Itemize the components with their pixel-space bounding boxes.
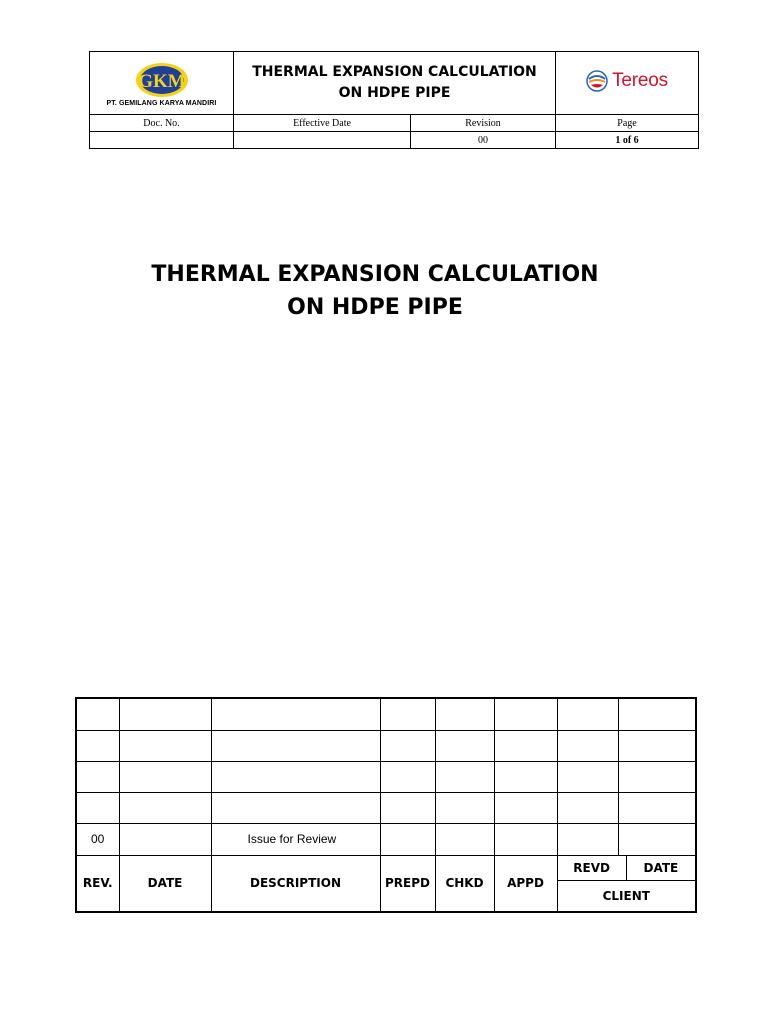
doc-no-label: Doc. No. — [90, 115, 234, 132]
revd-cell — [557, 761, 618, 792]
prepd-header: PREPD — [380, 855, 435, 912]
header-title-line2: ON HDPE PIPE — [338, 85, 451, 101]
table-row — [76, 793, 696, 824]
client-logo-cell — [556, 52, 699, 115]
date-cell — [119, 730, 211, 761]
prepd-cell — [380, 793, 435, 824]
header-title-cell — [234, 52, 556, 115]
chkd-cell — [435, 761, 494, 792]
document-header — [89, 51, 699, 149]
description-cell — [211, 730, 380, 761]
appd-cell — [494, 698, 557, 730]
company-logo-cell — [90, 52, 234, 115]
rev-cell — [76, 793, 119, 824]
client-header-group — [557, 855, 696, 912]
company-name: PT. GEMILANG KARYA MANDIRI — [106, 99, 217, 107]
document-title-line2: ON HDPE PIPE — [287, 295, 463, 320]
date-cell — [119, 793, 211, 824]
rev-cell — [76, 730, 119, 761]
tereos-logo-text: Tereos — [612, 69, 668, 91]
description-cell — [211, 698, 380, 730]
client-date-header: DATE — [626, 856, 695, 881]
description-header: DESCRIPTION — [211, 855, 380, 912]
effective-date-value — [234, 132, 411, 149]
revd-cell — [557, 793, 618, 824]
table-row — [76, 698, 696, 730]
revd-cell — [557, 824, 618, 855]
revd-cell — [557, 730, 618, 761]
appd-header: APPD — [494, 855, 557, 912]
revision-label: Revision — [411, 115, 556, 132]
tereos-emblem-icon — [586, 70, 608, 92]
description-cell — [211, 761, 380, 792]
client-date-cell — [618, 793, 696, 824]
page-value: 1 of 6 — [556, 132, 699, 149]
date-cell — [119, 698, 211, 730]
revd-header: REVD — [558, 856, 627, 881]
tereos-logo — [586, 70, 668, 92]
prepd-cell — [380, 698, 435, 730]
table-row — [76, 730, 696, 761]
client-date-cell — [618, 761, 696, 792]
client-date-cell — [618, 698, 696, 730]
description-cell: Issue for Review — [211, 824, 380, 855]
page-label: Page — [556, 115, 699, 132]
rev-cell: 00 — [76, 824, 119, 855]
revision-table — [75, 697, 697, 913]
client-header: CLIENT — [602, 888, 650, 903]
doc-no-value — [90, 132, 234, 149]
appd-cell — [494, 761, 557, 792]
appd-cell — [494, 730, 557, 761]
description-cell — [211, 793, 380, 824]
client-date-cell — [618, 824, 696, 855]
client-date-cell — [618, 730, 696, 761]
appd-cell — [494, 793, 557, 824]
revd-cell — [557, 698, 618, 730]
table-row — [76, 824, 696, 855]
chkd-cell — [435, 698, 494, 730]
prepd-cell — [380, 730, 435, 761]
document-title — [0, 258, 750, 324]
table-row — [76, 761, 696, 792]
prepd-cell — [380, 824, 435, 855]
chkd-cell — [435, 730, 494, 761]
document-title-line1: THERMAL EXPANSION CALCULATION — [151, 262, 599, 287]
date-header: DATE — [119, 855, 211, 912]
effective-date-label: Effective Date — [234, 115, 411, 132]
gkm-logo — [135, 62, 189, 98]
rev-cell — [76, 761, 119, 792]
appd-cell — [494, 824, 557, 855]
gkm-logo-text: GKM — [137, 70, 186, 92]
rev-header: REV. — [76, 855, 119, 912]
prepd-cell — [380, 761, 435, 792]
date-cell — [119, 761, 211, 792]
chkd-header: CHKD — [435, 855, 494, 912]
chkd-cell — [435, 824, 494, 855]
rev-cell — [76, 698, 119, 730]
date-cell — [119, 824, 211, 855]
table-header-row — [76, 855, 696, 912]
header-title-line1: THERMAL EXPANSION CALCULATION — [252, 64, 537, 80]
revision-value: 00 — [411, 132, 556, 149]
chkd-cell — [435, 793, 494, 824]
